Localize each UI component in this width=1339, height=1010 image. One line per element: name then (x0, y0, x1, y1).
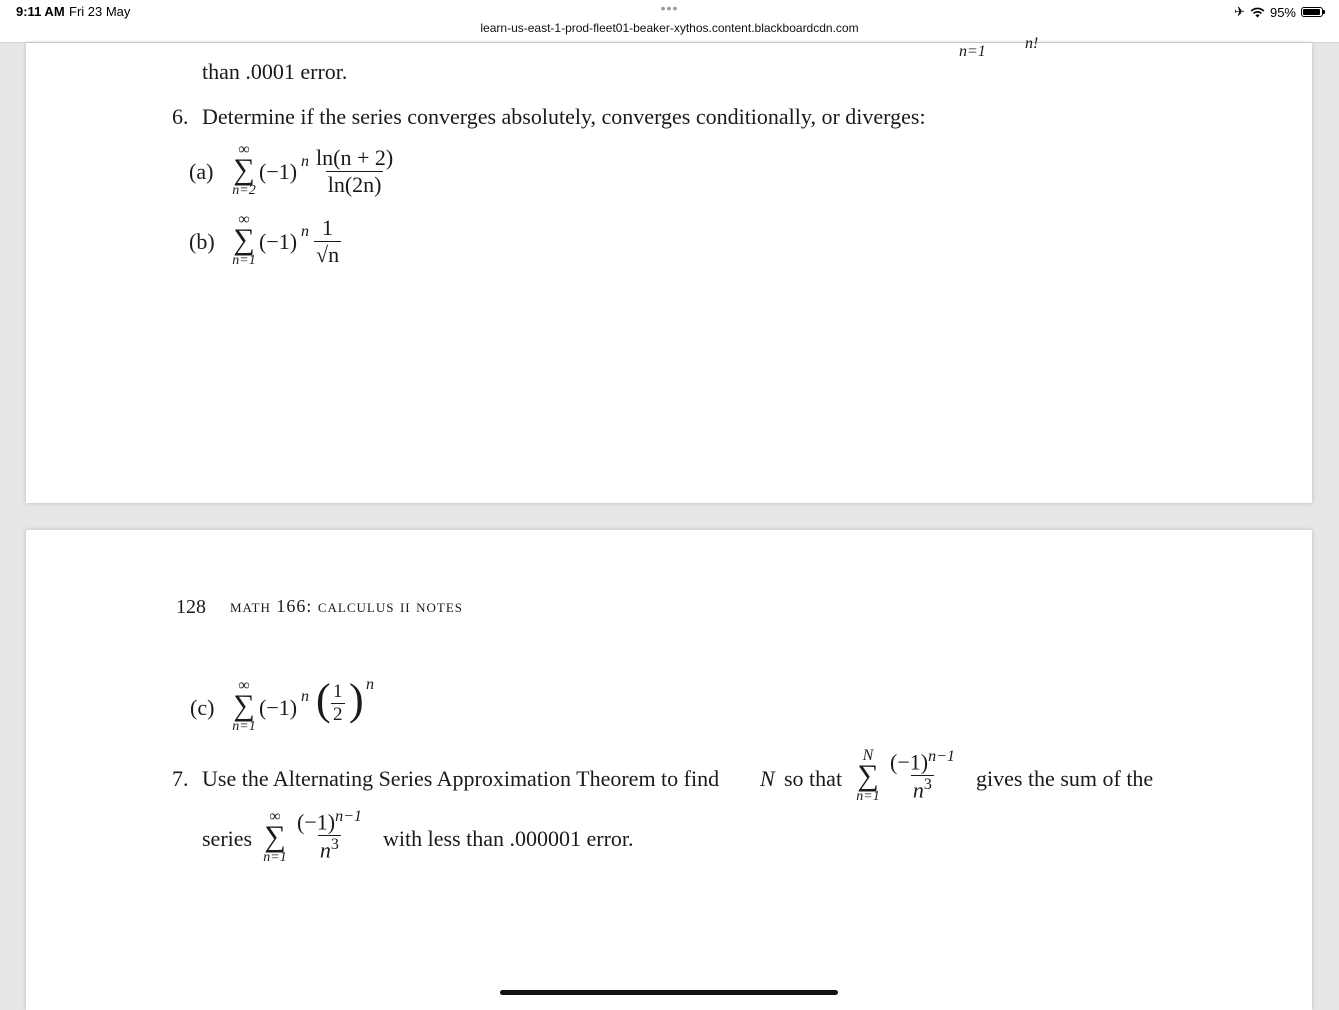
sigma-icon: ∑ (233, 223, 255, 256)
multitasking-dots-icon[interactable]: ••• (660, 0, 679, 16)
part-b-numerator: 1 (322, 215, 334, 240)
status-date: Fri 23 May (69, 4, 131, 19)
home-indicator[interactable] (500, 990, 838, 995)
question-7-so-that: so that (784, 766, 843, 791)
part-c-exponent: n (301, 688, 309, 705)
question-6-number: 6. (172, 104, 189, 129)
pdf-page-2 (26, 530, 1312, 1010)
series-numerator (295, 808, 364, 835)
question-7-sum (852, 748, 884, 805)
series-denominator (318, 835, 341, 863)
numerator-base: (−1) (890, 749, 929, 775)
battery-level-fill (1303, 9, 1320, 15)
right-paren: ) (349, 675, 364, 724)
series-tail: with less than .000001 error. (383, 826, 634, 851)
sigma-icon: ∑ (233, 153, 255, 186)
sigma-icon: ∑ (857, 759, 879, 792)
denominator-base: n (319, 837, 331, 863)
part-b-sign: (−1) (259, 229, 298, 254)
page-number: 128 (176, 596, 206, 618)
sum-lower-limit: n=1 (232, 253, 256, 268)
sigma-icon: ∑ (233, 689, 255, 722)
numerator-exponent: n−1 (928, 748, 955, 765)
sum-lower-limit: n=1 (856, 789, 880, 804)
url-label[interactable]: learn-us-east-1-prod-fleet01-beaker-xythos.content.blackboardcdn.com (480, 21, 859, 35)
left-paren: ( (316, 675, 331, 724)
part-a-fraction (314, 145, 395, 198)
denominator-exponent: 3 (923, 776, 932, 794)
part-a-sum (228, 143, 260, 199)
question-7-variable: N (760, 766, 775, 791)
status-indicators (1234, 4, 1323, 20)
status-bar (0, 0, 1339, 43)
part-c-denominator: 2 (333, 704, 343, 725)
sum-upper-limit: ∞ (238, 141, 250, 158)
part-b-fraction (314, 215, 341, 268)
numerator-exponent: n−1 (335, 808, 362, 825)
part-a-numerator: ln(n + 2) (316, 145, 394, 170)
running-header: math 166: calculus ii notes (230, 596, 464, 616)
airplane-icon: ✈ (1234, 4, 1245, 19)
series-fraction (295, 808, 364, 864)
part-c-label: (c) (190, 695, 215, 720)
sum-upper-limit: ∞ (238, 211, 250, 228)
battery-icon (1301, 7, 1323, 17)
question-7-fraction (888, 748, 957, 804)
series-sum (259, 810, 291, 866)
pdf-page-1 (26, 35, 1312, 503)
denominator-base: n (912, 777, 924, 803)
part-b-sum (228, 213, 260, 269)
part-c-sum (228, 679, 260, 735)
sum-upper-limit: ∞ (238, 677, 250, 694)
question-6-text: Determine if the series converges absolutely, converges conditionally, or diverges: (202, 104, 926, 129)
status-time: 9:11 AM (16, 4, 65, 19)
question-7-denominator (911, 775, 934, 803)
part-a-denominator: ln(2n) (327, 172, 382, 197)
sum-lower-limit: n=1 (232, 719, 256, 734)
partial-factorial: n! (1025, 35, 1039, 52)
part-c-sign: (−1) (259, 695, 298, 720)
part-c-fraction (331, 681, 345, 726)
part-b-denominator: √n (316, 242, 340, 267)
part-c-outer-exponent: n (366, 676, 374, 693)
sum-lower-limit: n=2 (232, 183, 256, 198)
sum-lower-limit: n=1 (263, 850, 287, 865)
sum-upper-limit: N (862, 747, 874, 764)
question-7-numerator (888, 748, 957, 775)
question-7-tail: gives the sum of the (976, 766, 1154, 791)
part-a-sign: (−1) (259, 159, 298, 184)
battery-percent: 95% (1269, 4, 1296, 20)
series-word: series (202, 826, 253, 851)
denominator-exponent: 3 (330, 836, 339, 854)
question-7-number: 7. (172, 766, 189, 791)
part-b-label: (b) (189, 229, 215, 254)
previous-question-tail: than .0001 error. (202, 59, 348, 84)
part-b-exponent: n (301, 223, 309, 240)
wifi-icon (1250, 7, 1265, 18)
sigma-icon: ∑ (264, 820, 286, 853)
numerator-base: (−1) (297, 809, 336, 835)
sum-upper-limit: ∞ (269, 808, 281, 825)
question-7-text: Use the Alternating Series Approximation Theorem to find (202, 766, 720, 791)
partial-sum-index: n=1 (959, 43, 986, 60)
part-a-exponent: n (301, 153, 309, 170)
part-a-label: (a) (189, 159, 214, 184)
part-c-numerator: 1 (333, 681, 343, 702)
